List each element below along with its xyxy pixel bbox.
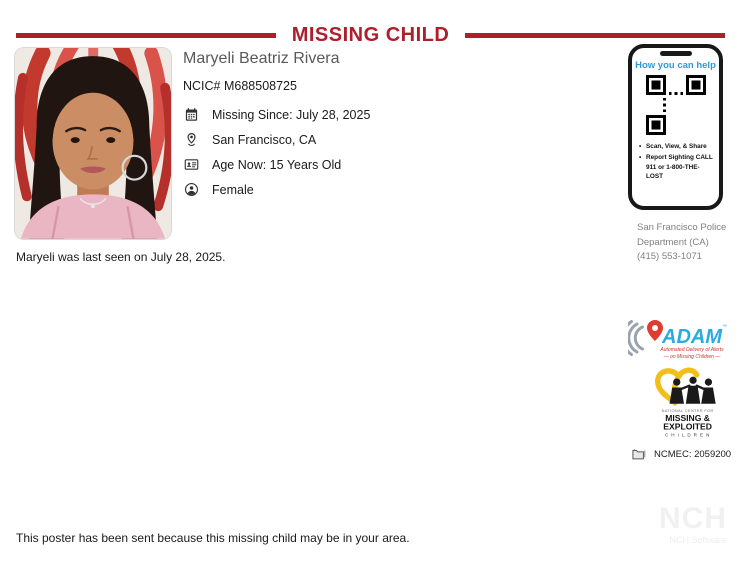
agency-name-line2: Department (CA): [637, 236, 709, 248]
ncmec-text-line3: EXPLOITED: [663, 421, 712, 432]
agency-name-line1: San Francisco Police: [637, 222, 727, 233]
missing-since-text: Missing Since: July 28, 2025: [212, 107, 371, 122]
footer-note: This poster has been sent because this missing child may be in your area.: [16, 531, 410, 545]
adam-tagline-1: Automated Delivery of Alerts: [660, 347, 724, 353]
adam-waves-icon: [628, 322, 643, 355]
ncmec-text-line1: NATIONAL CENTER FOR: [661, 407, 714, 413]
detail-location: [183, 127, 483, 152]
person-icon: [183, 182, 199, 198]
adam-tagline-2: — on Missing Children —: [663, 354, 721, 360]
child-name: Maryeli Beatriz Rivera: [183, 50, 340, 67]
child-photo: [14, 47, 172, 240]
help-bullet-1: • Scan, View, & Share: [639, 142, 714, 151]
poster-title: MISSING CHILD: [291, 24, 450, 46]
ncmec-logo: [642, 364, 726, 440]
poster-header: [16, 24, 725, 47]
nch-watermark-logo: NCH: [659, 502, 727, 535]
ncmec-children-icon: [670, 377, 716, 404]
child-details: [183, 49, 483, 202]
adam-logo: [628, 318, 728, 362]
ncmec-text-line2: MISSING &: [665, 413, 711, 423]
location-pin-icon: [183, 132, 199, 148]
agency-contact: [637, 221, 726, 265]
folder-icon: [630, 447, 647, 461]
ncic-number: NCIC# M688508725: [183, 79, 297, 93]
help-title: How you can help: [635, 60, 716, 71]
help-bullet-2: • Report Sighting CALL 911 or 1-800-THE-LOST: [639, 153, 714, 181]
help-phone-card: [628, 44, 723, 210]
adam-wordmark: ADAM: [662, 326, 722, 348]
header-rule-left: [16, 33, 276, 38]
age-text: Age Now: 15 Years Old: [212, 157, 342, 172]
ncmec-case-number: NCMEC: 2059200: [654, 448, 732, 460]
qr-code: [646, 75, 706, 135]
nch-watermark-label: NCH Software: [669, 535, 727, 545]
agency-phone: (415) 553-1071: [637, 251, 702, 263]
phone-notch: [660, 51, 692, 56]
detail-age: [183, 152, 483, 177]
detail-rows: [183, 102, 483, 202]
child-photo-illustration: [15, 48, 171, 239]
ncmec-text-line4: C H I L D R E N: [664, 432, 711, 438]
header-rule-right: [465, 33, 725, 38]
adam-pin-icon: [647, 320, 663, 341]
help-bullets: [639, 142, 714, 181]
nch-watermark: [659, 502, 727, 545]
calendar-icon: [183, 107, 199, 123]
adam-trademark: ™: [722, 324, 727, 330]
sex-text: Female: [212, 182, 254, 197]
detail-missing-since: [183, 102, 483, 127]
ncmec-case-ref: [630, 447, 731, 461]
location-text: San Francisco, CA: [212, 132, 317, 147]
id-badge-icon: [183, 157, 199, 173]
last-seen-caption: Maryeli was last seen on July 28, 2025.: [16, 250, 226, 264]
detail-sex: [183, 177, 483, 202]
